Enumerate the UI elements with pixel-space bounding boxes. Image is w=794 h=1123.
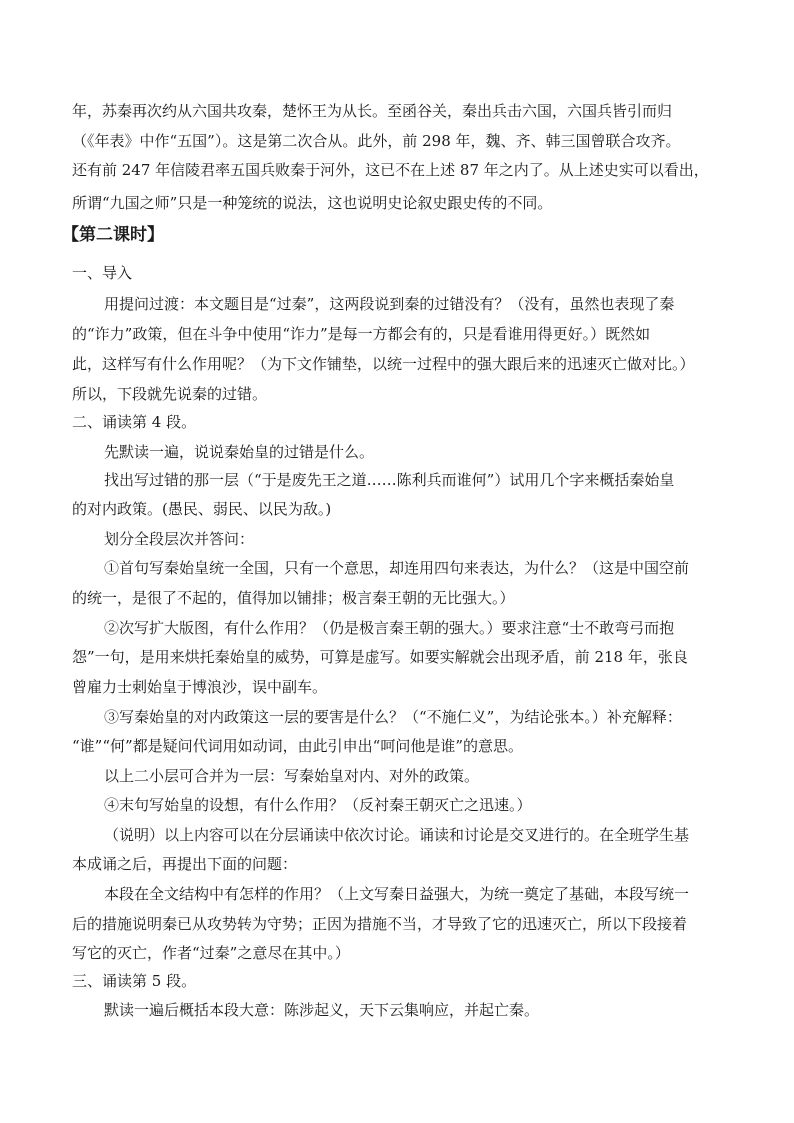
text-line: 划分全段层次并答问： — [104, 530, 255, 548]
text-line: （说明）以上内容可以在分层诵读中依次讨论。诵读和讨论是交叉进行的。在全班学生基 — [104, 826, 690, 844]
section-title: 一、导入 — [72, 264, 133, 282]
text-line: 的对内政策。(愚民、弱民、以民为敌。) — [72, 500, 332, 518]
text-line: 找出写过错的那一层（“于是废先王之道……陈利兵而谁何”）试用几个字来概括秦始皇 — [104, 471, 675, 489]
text-line: 此，这样写有什么作用呢？（为下文作铺垫，以统一过程中的强大跟后来的迅速灭亡做对比。） — [72, 355, 695, 373]
text-line: 的“诈力”政策，但在斗争中使用“诈力”是每一方都会有的，只是看谁用得更好。）既然如 — [72, 325, 651, 343]
text-line: ②次写扩大版图，有什么作用？（仍是极言秦王朝的强大。）要求注意“士不敢弯弓而抱 — [104, 619, 675, 637]
text-line: 还有前 247 年信陵君率五国兵败秦于河外，这已不在上述 87 年之内了。从上述史实可以看出， — [72, 161, 709, 179]
text-line: 写它的灭亡，作者“过秦”之意尽在其中。） — [72, 944, 350, 962]
text-line: 所以，下段就先说秦的过错。 — [72, 385, 268, 403]
text-line: ③写秦始皇的对内政策这一层的要害是什么？（“不施仁义”，为结论张本。）补充解释： — [104, 708, 682, 726]
text-line: 本段在全文结构中有怎样的作用？（上文写秦日益强大，为统一奠定了基础，本段写统一 — [104, 885, 690, 903]
text-line: （《年表》中作“五国”）。这是第二次合从。此外，前 298 年，魏、齐、韩三国曾联合攻齐。 — [72, 132, 681, 150]
text-line: “谁”“何”都是疑问代词用如动词，由此引申出“呵问他是谁”的意思。 — [72, 737, 524, 755]
text-line: 本成诵之后，再提出下面的问题： — [72, 855, 298, 873]
text-line: ④末句写始皇的设想，有什么作用？（反衬秦王朝灭亡之迅速。） — [104, 796, 532, 814]
lesson-heading: 【第二课时】 — [62, 225, 164, 245]
text-line: 后的措施说明秦已从攻势转为守势；正因为措施不当，才导致了它的迅速灭亡，所以下段接着 — [72, 915, 688, 933]
text-line: 默读一遍后概括本段大意：陈涉起义，天下云集响应，并起亡秦。 — [104, 1001, 540, 1019]
text-line: 先默读一遍，说说秦始皇的过错是什么。 — [104, 443, 375, 461]
text-line: 年，苏秦再次约从六国共攻秦，楚怀王为从长。至函谷关，秦出兵击六国，六国兵皆引而归 — [72, 102, 673, 120]
text-line: 怨”一句，是用来烘托秦始皇的威势，可算是虚写。如要实解就会出现矛盾，前 218 年，张良 — [72, 648, 688, 666]
text-line: 用提问过渡：本文题目是“过秦”，这两段说到秦的过错没有？（没有，虽然也表现了秦 — [104, 295, 675, 313]
text-line: 所谓“九国之师”只是一种笼统的说法，这也说明史论叙史跟史传的不同。 — [72, 194, 553, 212]
text-line: 以上二小层可合并为一层：写秦始皇对内、对外的政策。 — [104, 767, 480, 785]
section-title: 二、诵读第 4 段。 — [72, 413, 197, 431]
text-line: 曾雇力士刺始皇于博浪沙，误中副车。 — [72, 678, 328, 696]
text-line: ①首句写秦始皇统一全国，只有一个意思，却连用四句来表达，为什么？（这是中国空前 — [104, 559, 690, 577]
text-line: 的统一，是很了不起的，值得加以铺排；极言秦王朝的无比强大。） — [72, 589, 515, 607]
section-title: 三、诵读第 5 段。 — [72, 972, 197, 990]
